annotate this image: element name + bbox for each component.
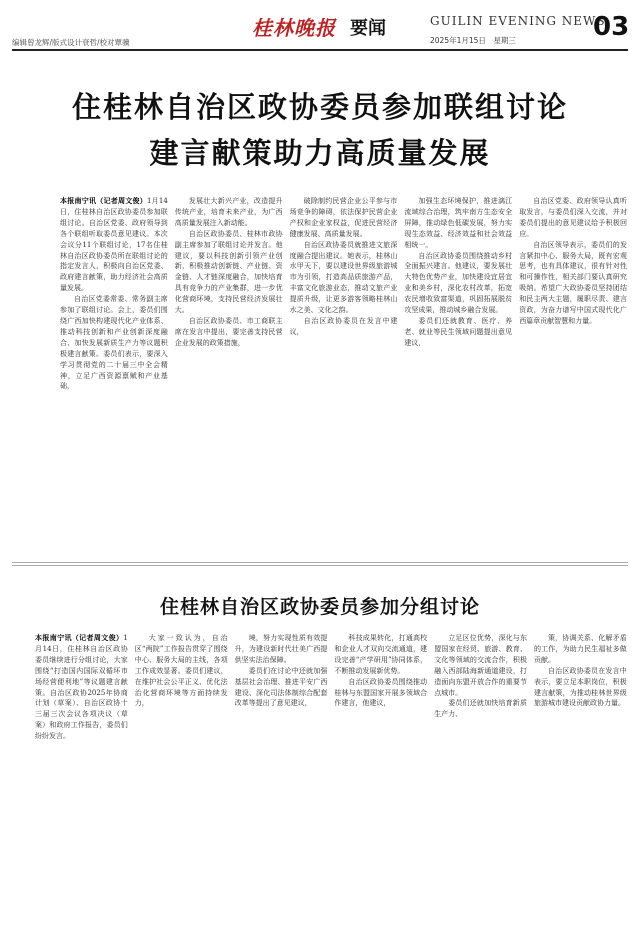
article1-column: 发展壮大新兴产业，改造提升传统产业，培育未来产业，为广西高质量发展注入新动能。 自治区政协委员、桂林市政协副主席参加了联组讨论并发言。他建议，要以科技创新引领产业创新，积极推动创新链、产业链、资金链、人才链深度融合，加快培育具有竞争力的产业集群，进一步优化营商环境，支持民营经济发展壮大。 自治区政协委员、市工商联主席在发言中提出，要完善支持民营企业发展的政策措施，: [174, 197, 283, 347]
masthead-rule: [12, 49, 628, 51]
masthead: [0, 0, 640, 50]
issue-date: 2025年1月15日 星期三: [430, 36, 516, 45]
article1-headline: [12, 84, 628, 176]
newspaper-logo: 桂林晚报: [252, 16, 336, 40]
section-title: 要闻: [350, 18, 386, 39]
article2-column: 科技成果转化，打通高校和企业人才双向交流通道，建设完善“产学研用”协同体系，不断推动发展新优势。 自治区政协委员围绕推动桂林与东盟国家开展多领域合作建言，他建议，: [334, 634, 428, 708]
article1-column: 本报南宁讯（记者周文俊）1月14日，住桂林自治区政协委员参加联组讨论。自治区党委、政府领导到各个联组听取委员意见建议。本次会议分11个联组讨论，17名住桂林自治区政协委员所在联组讨论的指定发言人，积极向自治区党委、政府建言献策，助力经济社会高质量发展。 自治区党委常委、常务副主席参加了联组讨论。会上，委员们围绕广西加快构建现代化产业体系、推动科技创新和产业创新深度融合、加快发展新质生产力等议题积极建言献策。委员们表示，要深入学习贯彻党的二十届三中全会精神，立足广西资源禀赋和产业基础，: [60, 196, 168, 391]
article1-body: [60, 196, 628, 561]
editors-line: 编辑曾龙辉/版式设计衰哲/校对覃骥: [12, 38, 130, 47]
article2-column: 境，努力实现性质有效提升，为建设新时代壮美广西提供坚实法治保障。 委员们在讨论中还就加强基层社会治理、推进平安广西建设、深化司法体制综合配套改革等提出了意见建议，: [234, 634, 328, 708]
article2-column: 策，协调关系、化解矛盾的工作，为助力民生福祉多做贡献。 自治区政协委员在发言中表示，要立足本职岗位，积极建言献策，为推动桂林世界级旅游城市建设贡献政协力量。: [533, 634, 627, 708]
page-number: 03: [593, 12, 630, 42]
section-divider: [12, 562, 628, 563]
article1-column: 加强生态环境保护，推进漓江流域综合治理，筑牢南方生态安全屏障，推动绿色低碳发展，努力实现生态效益、经济效益和社会效益相统一。 自治区政协委员围绕推动乡村全面振兴建言。他建议，要发展壮大特色优势产业，加快建设宜居宜业和美乡村，深化农村改革，拓宽农民增收致富渠道，巩固拓展脱贫攻坚成果，推动城乡融合发展。 委员们还就教育、医疗、养老、就业等民生领域问题提出意见建议，: [404, 197, 513, 347]
article1-column: 自治区党委、政府领导认真听取发言，与委员们深入交流，并对委员们提出的意见建议给予积极回应。 自治区领导表示，委员们的发言紧扣中心、服务大局，既有宏观思考，也有具体建议，很有针对性和可操作性，相关部门要认真研究吸纳。希望广大政协委员坚持团结和民主两大主题，履职尽责、建言资政，为奋力谱写中国式现代化广西篇章贡献智慧和力量。: [519, 197, 627, 325]
english-title: GUILIN EVENING NEWS: [430, 14, 606, 28]
article1-column: 破除制约民营企业公平参与市场竞争的障碍，依法保护民营企业产权和企业家权益，促进民营经济健康发展、高质量发展。 自治区政协委员就推进文旅深度融合提出建议。她表示，桂林山水甲天下，要以建设世界级旅游城市为引领，打造高品质旅游产品，丰富文化旅游业态，推动文旅产业提质升级，让更多游客领略桂林山水之美、文化之韵。 自治区政协委员在发言中建议，: [289, 197, 398, 336]
article2-body: [35, 633, 628, 921]
article2-column: 本报南宁讯（记者周文俊）1月14日，住桂林自治区政协委员继续进行分组讨论，大家围绕“打造国内国际双循环市场经营便利地”等议题建言献策。自治区政协2025年协商计划（草案）、自治区政协十三届三次会议各项决议（草案）和政府工作报告，委员们纷纷发言。: [35, 633, 128, 741]
article2-column: 立足区位优势，深化与东盟国家在经贸、旅游、教育、文化等领域的交流合作，积极融入西部陆海新通道建设，打造面向东盟开放合作的重要节点城市。 委员们还就加快培育新质生产力、: [434, 634, 527, 719]
section-divider: [12, 565, 628, 566]
article2-headline: 住桂林自治区政协委员参加分组讨论: [159, 596, 480, 618]
article2-column: 大家一致认为，自治区“两院”工作报告贯穿了围绕中心、服务大局的主线，各项工作成效显著。委员们建议，在维护社会公平正义、优化法治化营商环境等方面持续发力，: [134, 634, 228, 708]
article1-headline-line1: 住桂林自治区政协委员参加联组讨论: [71, 90, 568, 124]
article1-headline-line2: 建言献策助力高质量发展: [149, 136, 491, 170]
